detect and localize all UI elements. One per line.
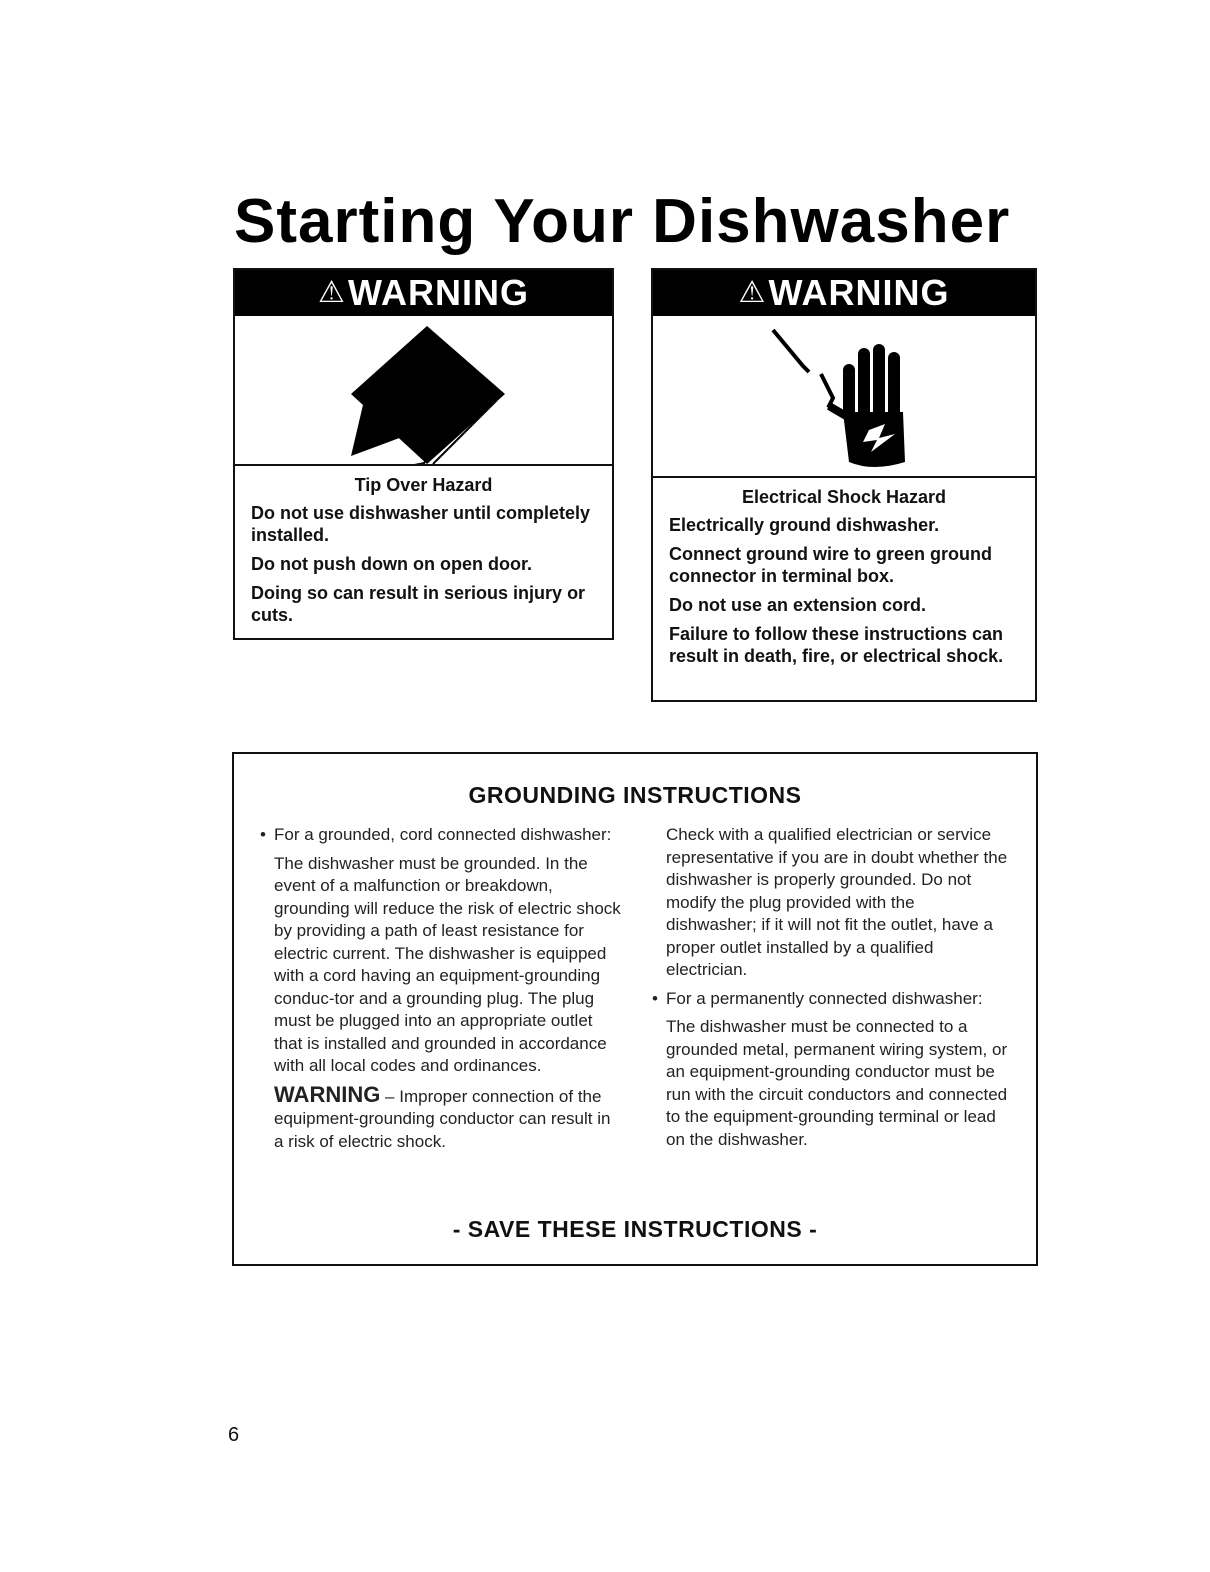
page-title: Starting Your Dishwasher (234, 187, 1011, 256)
grounding-left-column (260, 824, 622, 1159)
item-heading: For a permanently connected dishwasher: (666, 988, 983, 1008)
warning-line: Do not use dishwasher until completely installed. (251, 503, 591, 545)
electrical-shock-pictogram (653, 316, 1035, 478)
warning-line: Do not push down on open door. (251, 554, 532, 574)
page-number: 6 (228, 1424, 240, 1446)
item-heading: For a grounded, cord connected dishwasher: (274, 825, 612, 844)
grounding-paragraph: The dishwasher must be connected to a grounded metal, permanent wiring system, or an equipment-grounding conductor must be run with the circuit conductors and connected to the equipment-grounding terminal or lead on the dishwasher. (666, 1017, 1008, 1149)
warning-label: WARNING (347, 272, 529, 313)
warning-line: Doing so can result in serious injury or cuts. (251, 583, 586, 625)
grounding-paragraph: Check with a qualified electrician or service representative if you are in doubt whether the dishwasher is properly grounded. Do not modify the plug provided with the dishwasher; if it will not fit the outlet, have a proper outlet installed by a qualified electrician. (666, 825, 1008, 979)
warning-line: Connect ground wire to green ground connector in terminal box. (669, 544, 992, 586)
electrical-shock-hazard-icon (653, 316, 1035, 476)
warning-line: Do not use an extension cord. (669, 595, 927, 615)
tip-over-warning-text (235, 466, 612, 641)
bullet: • (260, 825, 266, 844)
warning-header (235, 270, 612, 316)
warning-triangle-icon: ⚠ (738, 276, 767, 309)
warning-triangle-icon: ⚠ (318, 276, 346, 309)
grounding-paragraph: The dishwasher must be grounded. In the event of a malfunction or breakdown, grounding will reduce the risk of electric shock by providing a path of least resistance for electric current. The dishwasher is equipped with a cord having an equipment-grounding conduc-tor and a grounding plug. The plug must be plugged into an appropriate outlet that is installed and grounded in accordance with all local codes and ordinances. (274, 853, 621, 1075)
warning-line: Electrically ground dishwasher. (669, 515, 940, 535)
warning-label: WARNING (768, 272, 950, 313)
grounding-title: GROUNDING INSTRUCTIONS (468, 782, 802, 808)
list-item (652, 988, 1008, 1011)
hazard-title: Tip Over Hazard (354, 475, 493, 495)
tip-over-hazard-icon (235, 316, 612, 464)
electrical-shock-warning-text (653, 478, 1035, 682)
tip-over-warning-box (233, 268, 614, 640)
warning-header (653, 270, 1035, 316)
warning-note-label: WARNING (274, 1081, 381, 1107)
save-instructions-footer: - SAVE THESE INSTRUCTIONS - (452, 1216, 818, 1242)
hazard-title: Electrical Shock Hazard (741, 487, 947, 507)
tip-over-pictogram (235, 316, 612, 466)
grounding-right-column (652, 824, 1008, 1157)
warning-line: Failure to follow these instructions can result in death, fire, or electrical shock. (669, 624, 1004, 666)
grounding-instructions-box (232, 752, 1038, 1266)
warning-note (274, 1081, 622, 1154)
bullet: • (652, 988, 658, 1008)
list-item (260, 824, 622, 847)
electrical-shock-warning-box (651, 268, 1037, 702)
warning-note-text: – Improper connection of the equipment-grounding conductor can result in a risk of electric shock. (274, 1086, 611, 1151)
